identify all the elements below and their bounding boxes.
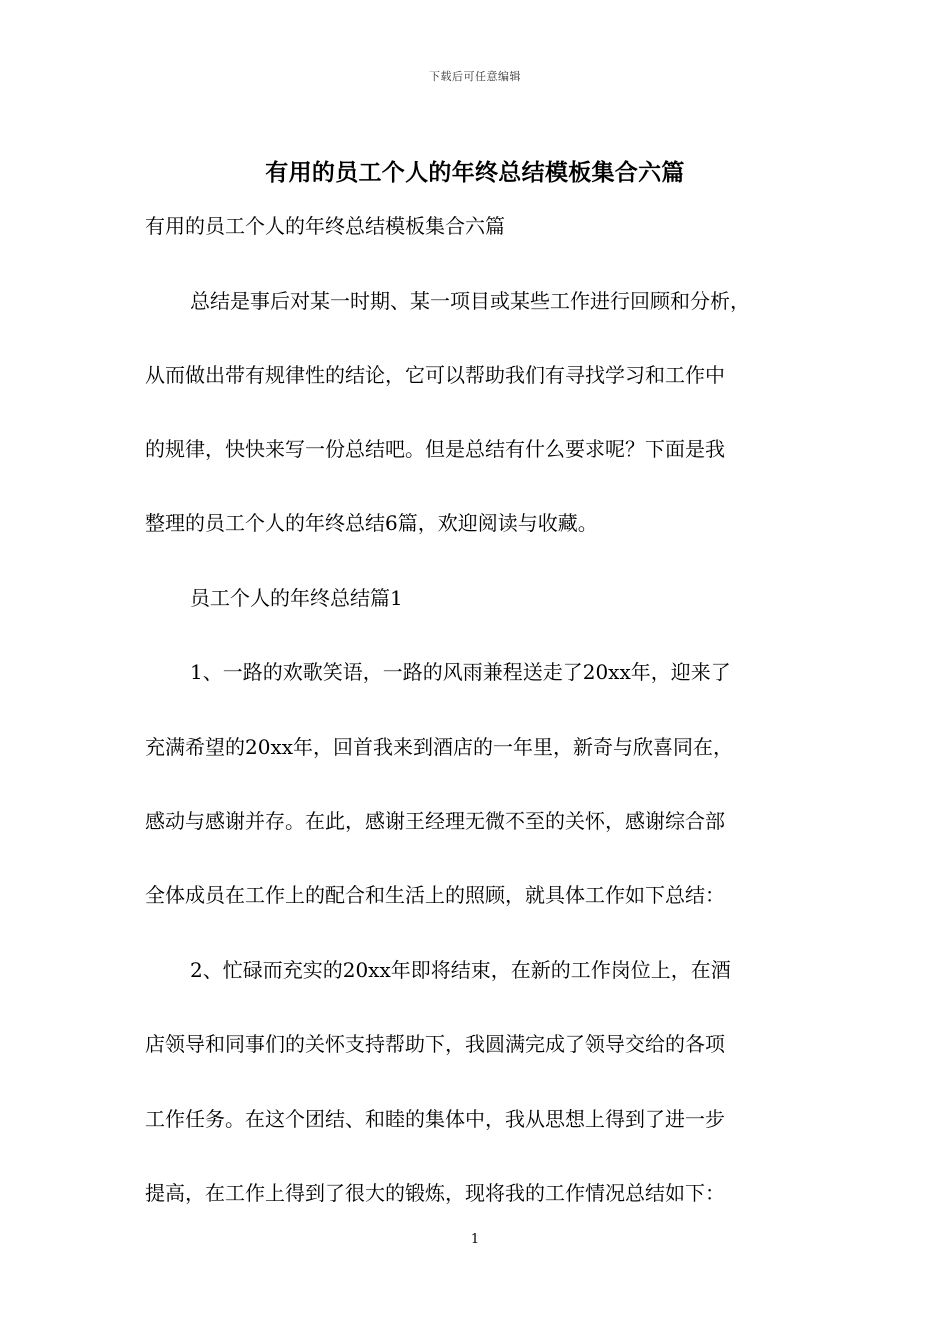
document-title: 有用的员工个人的年终总结模板集合六篇 <box>265 159 685 186</box>
paragraph-line: 充满希望的20xx年，回首我来到酒店的一年里，新奇与欣喜同在， <box>145 735 734 759</box>
paragraph-line: 提高，在工作上得到了很大的锻炼，现将我的工作情况总结如下： <box>145 1181 725 1205</box>
paragraph-line: 店领导和同事们的关怀支持帮助下，我圆满完成了领导交给的各项 <box>145 1032 725 1056</box>
paragraph-line: 从而做出带有规律性的结论，它可以帮助我们有寻找学习和工作中 <box>145 363 725 387</box>
section-heading: 员工个人的年终总结篇1 <box>190 586 403 610</box>
paragraph-line: 2、忙碌而充实的20xx年即将结束，在新的工作岗位上，在酒 <box>190 958 731 982</box>
paragraph-line: 感动与感谢并存。在此，感谢王经理无微不至的关怀，感谢综合部 <box>145 809 725 833</box>
paragraph-line: 1、一路的欢歌笑语，一路的风雨兼程送走了20xx年，迎来了 <box>190 660 731 684</box>
paragraph-line: 的规律，快快来写一份总结吧。但是总结有什么要求呢？下面是我 <box>145 437 725 461</box>
subtitle-line: 有用的员工个人的年终总结模板集合六篇 <box>145 214 505 238</box>
page-number: 1 <box>470 1232 480 1247</box>
paragraph-line: 整理的员工个人的年终总结6篇，欢迎阅读与收藏。 <box>145 511 598 535</box>
paragraph-line: 全体成员在工作上的配合和生活上的照顾，就具体工作如下总结： <box>145 883 725 907</box>
paragraph-line: 总结是事后对某一时期、某一项目或某些工作进行回顾和分析， <box>190 289 750 313</box>
header-note: 下载后可任意编辑 <box>429 70 521 83</box>
paragraph-line: 工作任务。在这个团结、和睦的集体中，我从思想上得到了进一步 <box>145 1107 725 1131</box>
